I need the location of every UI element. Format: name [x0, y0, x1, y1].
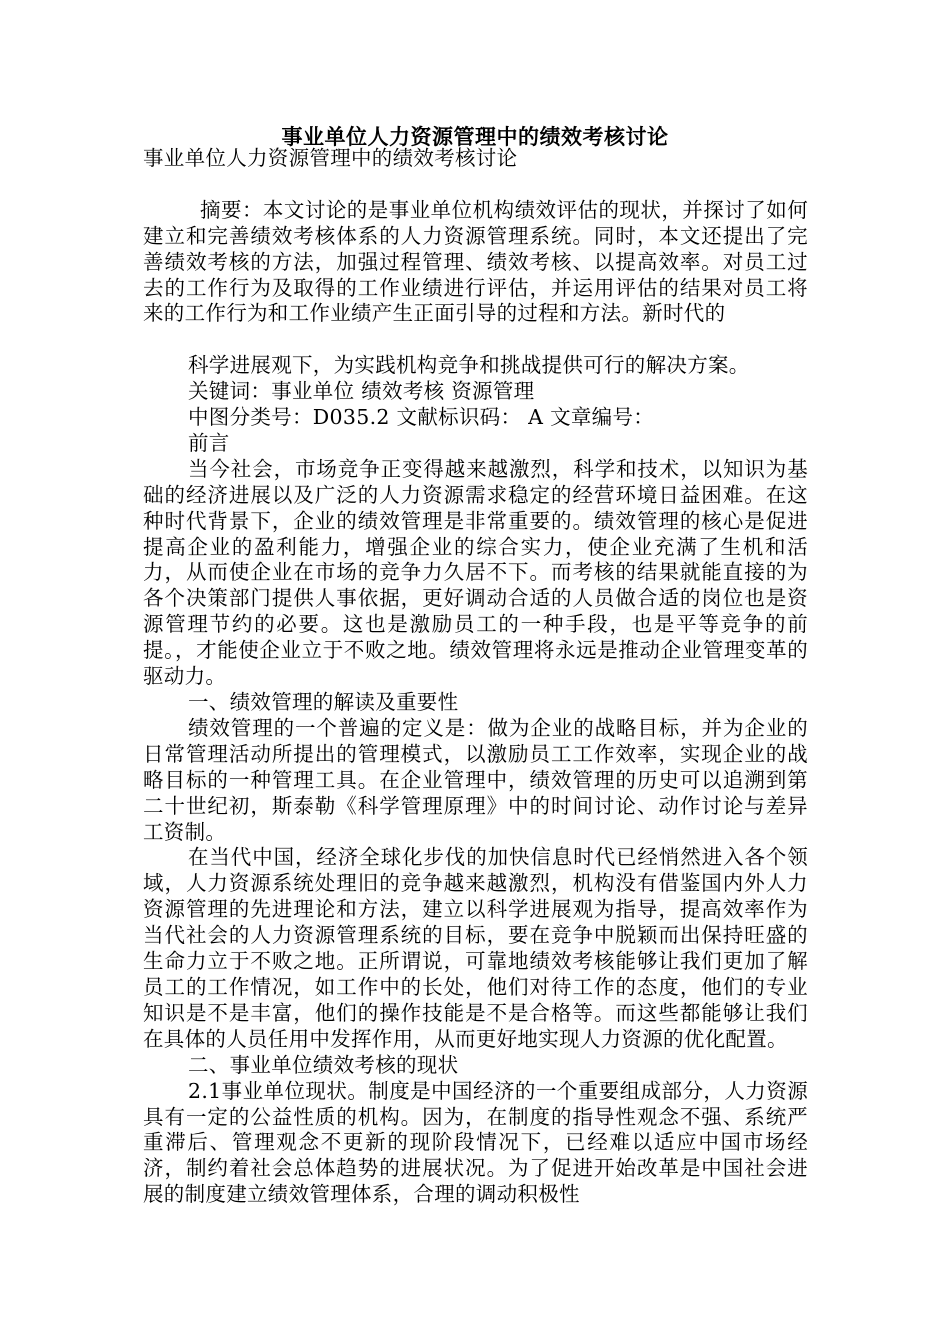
document-title: 事业单位人力资源管理中的绩效考核讨论: [281, 124, 669, 149]
classification-line: 中图分类号：D035.2 文献标识码： A 文章编号：: [188, 405, 655, 430]
section-1-heading: 一、绩效管理的解读及重要性: [188, 690, 459, 714]
document-body: [143, 146, 808, 1208]
section-2-heading: 二、事业单位绩效考核的现状: [188, 1052, 459, 1077]
section-1-paragraph-1: 绩效管理的一个普遍的定义是：做为企业的战略目标，并为企业的日常管理活动所提出的管理模式，以激励员工工作效率，实现企业的战略目标的一种管理工具。在企业管理中，绩效管理的历史可以追溯到第二十世纪初，斯泰勒《科学管理原理》中的时间讨论、动作讨论与差异工资制。: [143, 715, 808, 844]
abstract-paragraph: 摘要：本文讨论的是事业单位机构绩效评估的现状，并探讨了如何建立和完善绩效考核体系的人力资源管理系统。同时，本文还提出了完善绩效考核的方法，加强过程管理、绩效考核、以提高效率。对员工过去的工作行为及取得的工作业绩进行评估，并运用评估的结果对员工将来的工作行为和工作业绩产生正面引导的过程和方法。新时代的: [143, 197, 808, 326]
section-1-paragraph-2: 在当代中国，经济全球化步伐的加快信息时代已经悄然进入各个领域，人力资源系统处理旧的竞争越来越激烈，机构没有借鉴国内外人力资源管理的先进理论和方法，建立以科学进展观为指导，提高效率作为当代社会的人力资源管理系统的目标，要在竞争中脱颖而出保持旺盛的生命力立于不败之地。正所谓说，可靠地绩效考核能够让我们更加了解员工的工作情况，如工作中的长处，他们对待工作的态度，他们的专业知识是不是丰富，他们的操作技能是不是合格等。而这些都能够让我们在具体的人员任用中发挥作用，从而更好地实现人力资源的优化配置。: [143, 845, 808, 1051]
blank-line: [143, 327, 808, 353]
section-2-paragraph-1: 2.1事业单位现状。制度是中国经济的一个重要组成部分，人力资源具有一定的公益性质的机构。因为，在制度的指导性观念不强、系统严重滞后、管理观念不更新的现阶段情况下，已经难以适应中国市场经济，制约着社会总体趋势的进展状况。为了促进开始改革是中国社会进展的制度建立绩效管理体系，合理的调动积极性: [143, 1078, 808, 1207]
preface-heading: 前言: [188, 430, 230, 455]
keywords-line: 关键词：事业单位 绩效考核 资源管理: [188, 379, 535, 404]
preface-paragraph: 当今社会，市场竞争正变得越来越激烈，科学和技术，以知识为基础的经济进展以及广泛的人力资源需求稳定的经营环境日益困难。在这种时代背景下，企业的绩效管理是非常重要的。绩效管理的核心是促进提高企业的盈利能力，增强企业的综合实力，使企业充满了生机和活力，从而使企业在市场的竞争力久居不下。而考核的结果就能直接的为各个决策部门提供人事依据，更好调动合适的人员做合适的岗位也是资源管理节约的必要。这也是激励员工的一种手段，也是平等竞争的前提。，才能使企业立于不败之地。绩效管理将永远是推动企业管理变革的驱动力。: [143, 456, 808, 689]
document-subtitle: 事业单位人力资源管理中的绩效考核讨论: [143, 146, 518, 170]
abstract-continued: 科学进展观下，为实践机构竞争和挑战提供可行的解决方案。: [188, 353, 750, 378]
